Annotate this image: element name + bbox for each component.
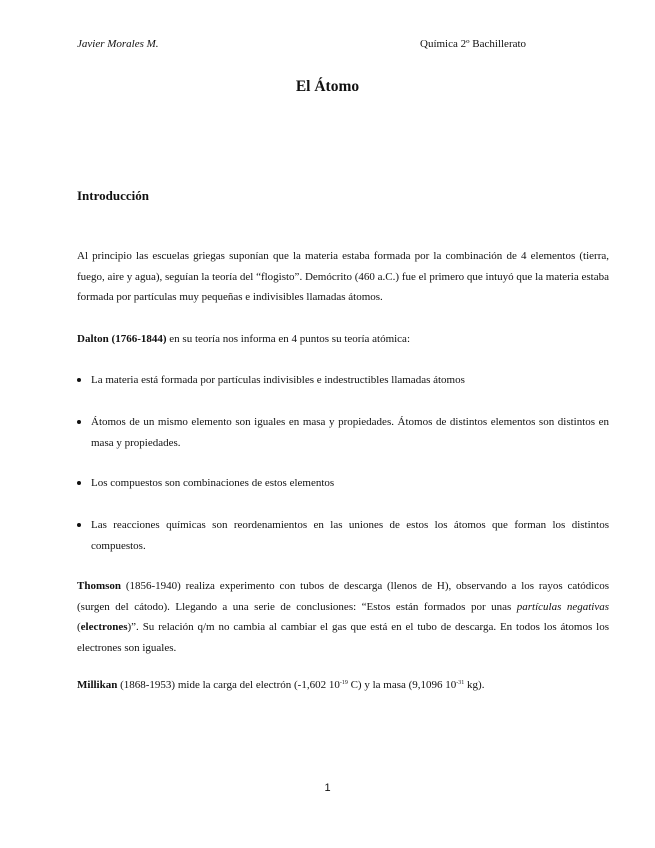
document-title: El Átomo	[295, 78, 360, 95]
bullet-icon	[77, 481, 81, 485]
thomson-italic: partículas negativas	[516, 600, 610, 613]
intro-paragraph: Al principio las escuelas griegas suponían que la materia estaba formada por la combinación de 4 elementos (tierra, fuego, aire y agua), seguían la teoría del “flogisto”. Demócrito (460 a.C.) fue el primero que intuyó que la materia estaba formada por partículas muy pequeñas e indivisibles llamadas átomos.	[77, 250, 609, 303]
list-item	[77, 473, 609, 494]
millikan-name: Millikan	[77, 679, 118, 691]
bullet-icon	[77, 378, 81, 382]
millikan-exponent-1: -19	[339, 680, 348, 686]
list-item-text: Los compuestos son combinaciones de estos elementos	[91, 477, 335, 489]
thomson-name: Thomson	[77, 580, 122, 592]
thomson-text-1: (1856-1940) realiza experimento con tubos de descarga (llenos de H), observando a los rayos catódicos (surgen del cátodo). Llegando a una serie de conclusiones: “Estos están formados por unas	[77, 580, 609, 613]
list-item-text: La materia está formada por partículas indivisibles e indestructibles llamadas átomos	[91, 374, 465, 386]
millikan-text-1: (1868-1953) mide la carga del electrón (-1,602 10	[117, 679, 340, 691]
list-item-text: Las reacciones químicas son reordenamientos en las uniones de estos los átomos que forman los distintos compuestos.	[91, 519, 609, 552]
dalton-text: en su teoría nos informa en 4 puntos su teoría atómica:	[166, 333, 410, 345]
thomson-bold: electrones	[80, 621, 128, 633]
section-title: Introducción	[77, 188, 149, 203]
thomson-text-3: )”. Su relación q/m no cambia al cambiar el gas que está en el tubo de descarga. En todos los átomos los electrones son iguales.	[77, 621, 609, 654]
bullet-icon	[77, 523, 81, 527]
bullet-icon	[77, 420, 81, 424]
header-author: Javier Morales M.	[77, 38, 159, 50]
millikan-exponent-2: -31	[456, 680, 465, 686]
list-item	[77, 370, 609, 391]
dalton-name: Dalton (1766-1844)	[77, 333, 167, 345]
list-item	[77, 412, 609, 453]
millikan-text-2: C) y la masa (9,1096 10	[347, 679, 457, 691]
thomson-paragraph	[77, 576, 609, 658]
millikan-paragraph	[77, 675, 609, 696]
millikan-text-3: kg).	[464, 679, 485, 691]
list-item-text: Átomos de un mismo elemento son iguales en masa y propiedades. Átomos de distintos elementos son distintos en masa y propiedades.	[91, 416, 609, 449]
page-number: 1	[324, 782, 331, 794]
thomson-text-2: (	[77, 621, 81, 633]
list-item	[77, 515, 609, 556]
dalton-paragraph	[77, 329, 609, 350]
header-course: Química 2º Bachillerato	[420, 38, 527, 50]
